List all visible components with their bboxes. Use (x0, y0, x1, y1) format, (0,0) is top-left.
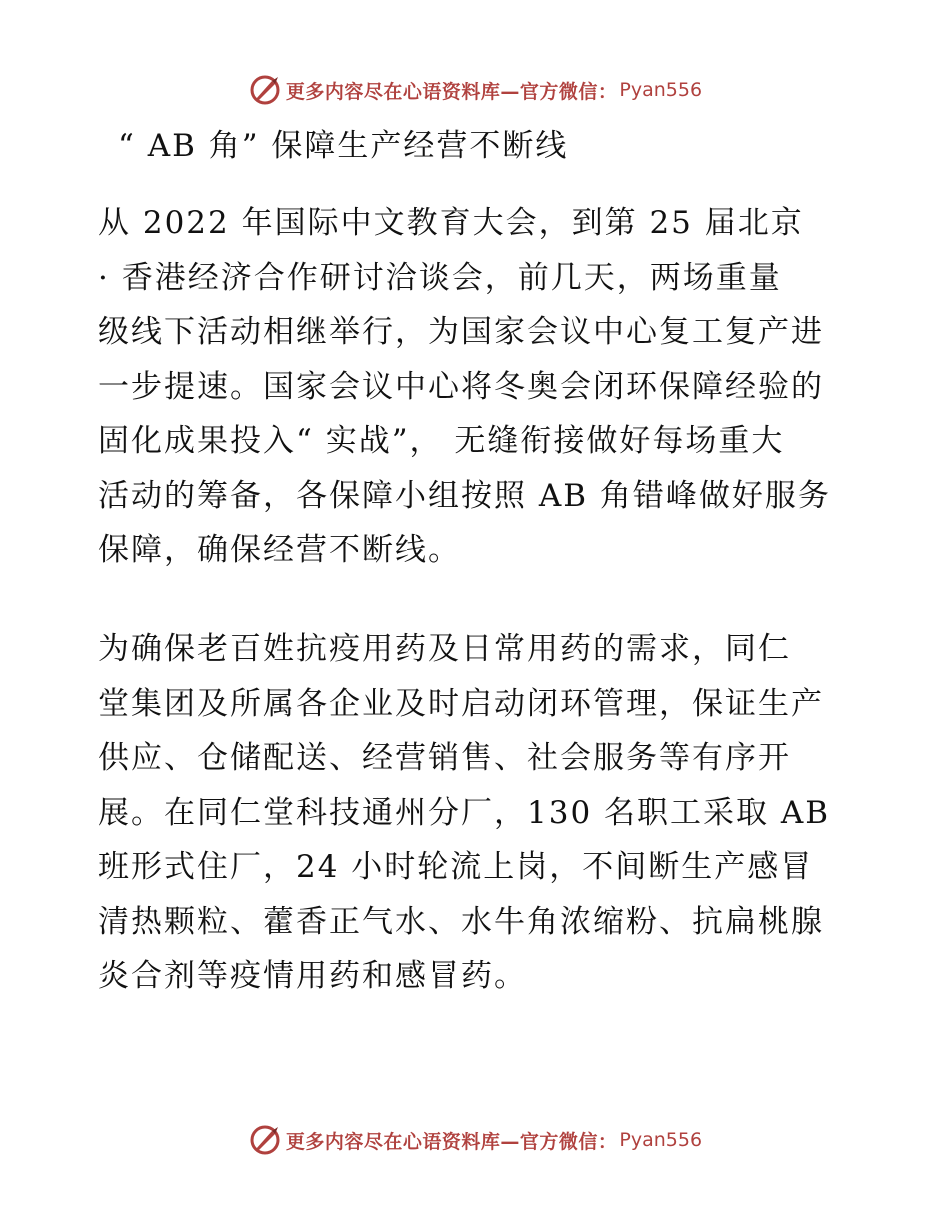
paragraph-line: 从 2022 年国际中文教育大会，到第 25 届北京 (98, 205, 804, 241)
paragraph-line: 为确保老百姓抗疫用药及日常用药的需求，同仁 (98, 631, 791, 667)
header-watermark (0, 70, 950, 110)
paragraph-line: 级线下活动相继举行，为国家会议中心复工复产进 (98, 314, 824, 350)
watermark-wechat-id: Pyan556 (619, 1129, 703, 1151)
document-title: “ AB 角” 保障生产经营不断线 (118, 128, 569, 164)
paragraph-line: 堂集团及所属各企业及时启动闭环管理，保证生产 (98, 685, 824, 722)
paragraph-line: 供应、仓储配送、经营销售、社会服务等有序开 (98, 740, 791, 776)
paragraph-line: 活动的筹备，各保障小组按照 AB 角错峰做好服务 (98, 477, 831, 514)
footer-watermark (0, 1120, 950, 1160)
paragraph-line: 炎合剂等疫情用药和感冒药。 (98, 958, 527, 994)
paragraph-line: 展。在同仁堂科技通州分厂，130 名职工采取 AB (98, 794, 831, 831)
paragraph-line: · 香港经济合作研讨洽谈会，前几天，两场重量 (98, 259, 782, 296)
paragraph-2 (98, 622, 858, 1004)
watermark-wechat-id: Pyan556 (619, 79, 703, 101)
watermark-text: 更多内容尽在心语资料库—官方微信： (285, 1130, 618, 1153)
feather-pen-logo-icon (248, 1123, 282, 1157)
feather-pen-logo-icon (248, 73, 282, 107)
paragraph-line: 固化成果投入“ 实战”， 无缝衔接做好每场重大 (98, 423, 785, 459)
paragraph-1 (98, 196, 858, 578)
paragraph-line: 清热颗粒、藿香正气水、水牛角浓缩粉、抗扁桃腺 (98, 903, 824, 940)
paragraph-line: 一步提速。国家会议中心将冬奥会闭环保障经验的 (98, 368, 824, 405)
paragraph-line: 班形式住厂，24 小时轮流上岗，不间断生产感冒 (98, 849, 814, 885)
paragraph-line: 保障，确保经营不断线。 (98, 532, 461, 568)
watermark-text: 更多内容尽在心语资料库—官方微信： (285, 80, 618, 103)
